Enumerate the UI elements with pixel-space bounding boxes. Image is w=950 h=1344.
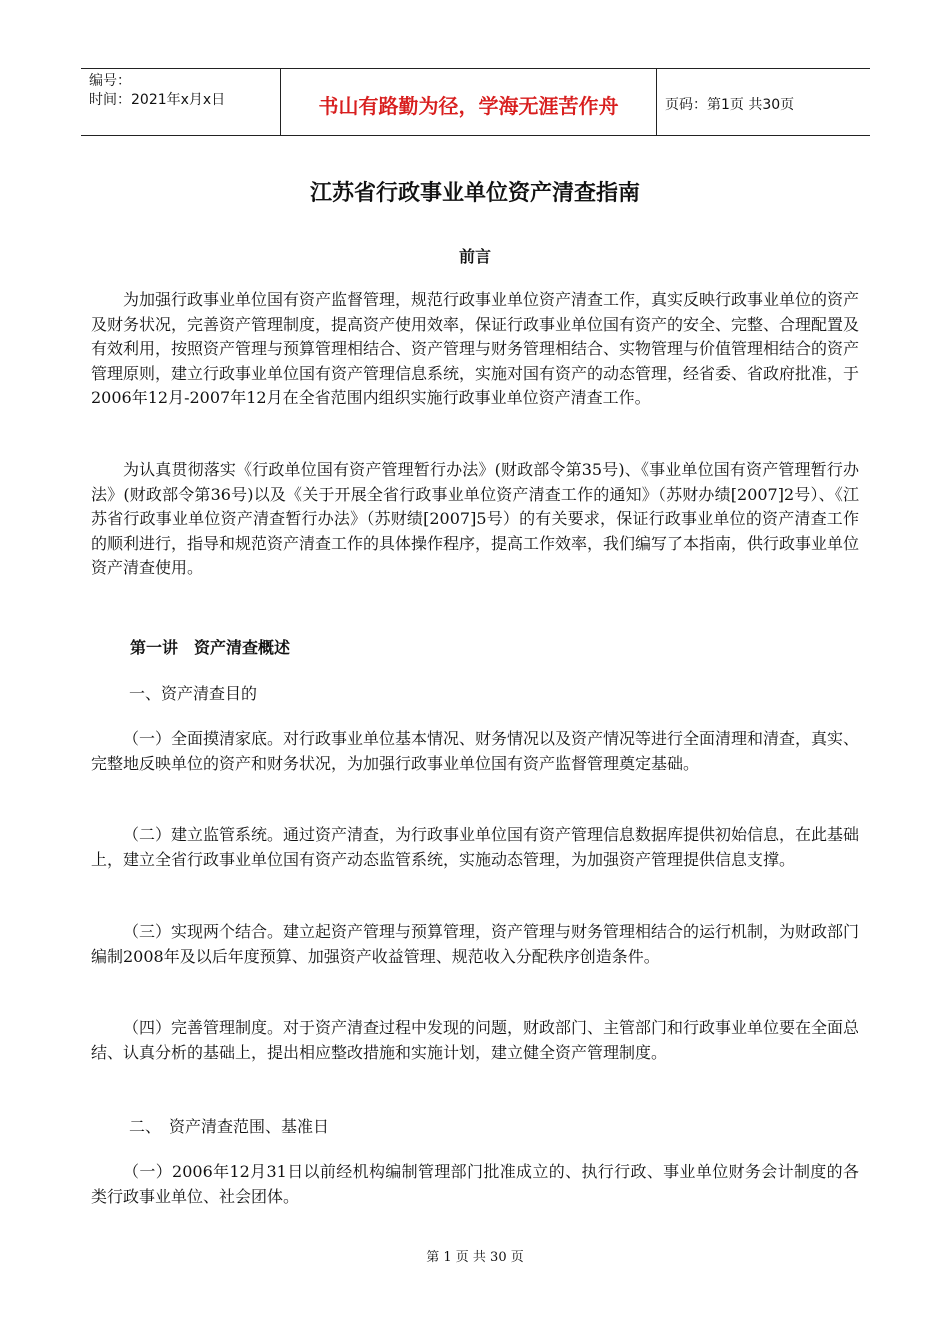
number-label: 编号：: [89, 73, 131, 89]
section-1-item-1: （一）全面摸清家底。对行政事业单位基本情况、财务情况以及资产情况等进行全面清理和清查，真实、完整地反映单位的资产和财务状况，为加强行政事业单位国有资产监督管理奠定基础。: [91, 729, 860, 773]
preface-paragraph-2: 为认真贯彻落实《行政单位国有资产管理暂行办法》(财政部令第35号)、《事业单位国有资产管理暂行办法》(财政部令第36号)以及《关于开展全省行政事业单位资产清查工作的通知》（苏财办绩[2007]2号）、《江苏省行政事业单位资产清查暂行办法》（苏财绩[2007]5号）的有关要求，保证行政事业单位的资产清查工作的顺利进行，指导和规范资产清查工作的具体操作程序，提高工作效率，我们编写了本指南，供行政事业单位资产清查使用。: [91, 460, 860, 577]
section-1-item-4: （四）完善管理制度。对于资产清查过程中发现的问题，财政部门、主管部门和行政事业单位要在全面总结、认真分析的基础上，提出相应整改措施和实施计划，建立健全资产管理制度。: [91, 1018, 860, 1062]
section-2-item-1: （一）2006年12月31日以前经机构编制管理部门批准成立的、执行行政、事业单位财务会计制度的各类行政事业单位、社会团体。: [91, 1162, 859, 1206]
header-motto: 书山有路勤为径，学海无涯苦作舟: [281, 69, 657, 135]
document-title: 江苏省行政事业单位资产清查指南: [309, 181, 640, 206]
header-meta: [81, 69, 281, 135]
page-footer: 第 1 页 共 30 页: [426, 1250, 524, 1265]
section-1-heading: 一、资产清查目的: [129, 684, 258, 703]
time-label: 时间：2021年x月x日: [89, 92, 226, 108]
section-2-heading: 二、 资产清查范围、基准日: [129, 1117, 330, 1136]
preface-paragraph-1: 为加强行政事业单位国有资产监督管理，规范行政事业单位资产清查工作，真实反映行政事业单位的资产及财务状况，完善资产管理制度，提高资产使用效率，保证行政事业单位国有资产的安全、完整、合理配置及有效利用，按照资产管理与预算管理相结合、资产管理与财务管理相结合、实物管理与价值管理相结合的资产管理原则，建立行政事业单位国有资产管理信息系统，实施对国有资产的动态管理，经省委、省政府批准，于 2006年12月-2007年12月在全省范围内组织实施行政事业单位资产清查工作。: [91, 290, 860, 407]
lecture-1-heading: 第一讲 资产清查概述: [130, 638, 291, 657]
page-header: [81, 68, 870, 136]
preface-title: 前言: [458, 247, 491, 266]
section-1-item-2: （二）建立监管系统。通过资产清查，为行政事业单位国有资产管理信息数据库提供初始信息，在此基础上，建立全省行政事业单位国有资产动态监管系统，实施动态管理，为加强资产管理提供信息支撑。: [91, 825, 860, 869]
section-1-item-3: （三）实现两个结合。建立起资产管理与预算管理，资产管理与财务管理相结合的运行机制，为财政部门编制2008年及以后年度预算、加强资产收益管理、规范收入分配秩序创造条件。: [91, 922, 860, 966]
header-page-info: 页码：第1页 共30页: [665, 97, 795, 113]
